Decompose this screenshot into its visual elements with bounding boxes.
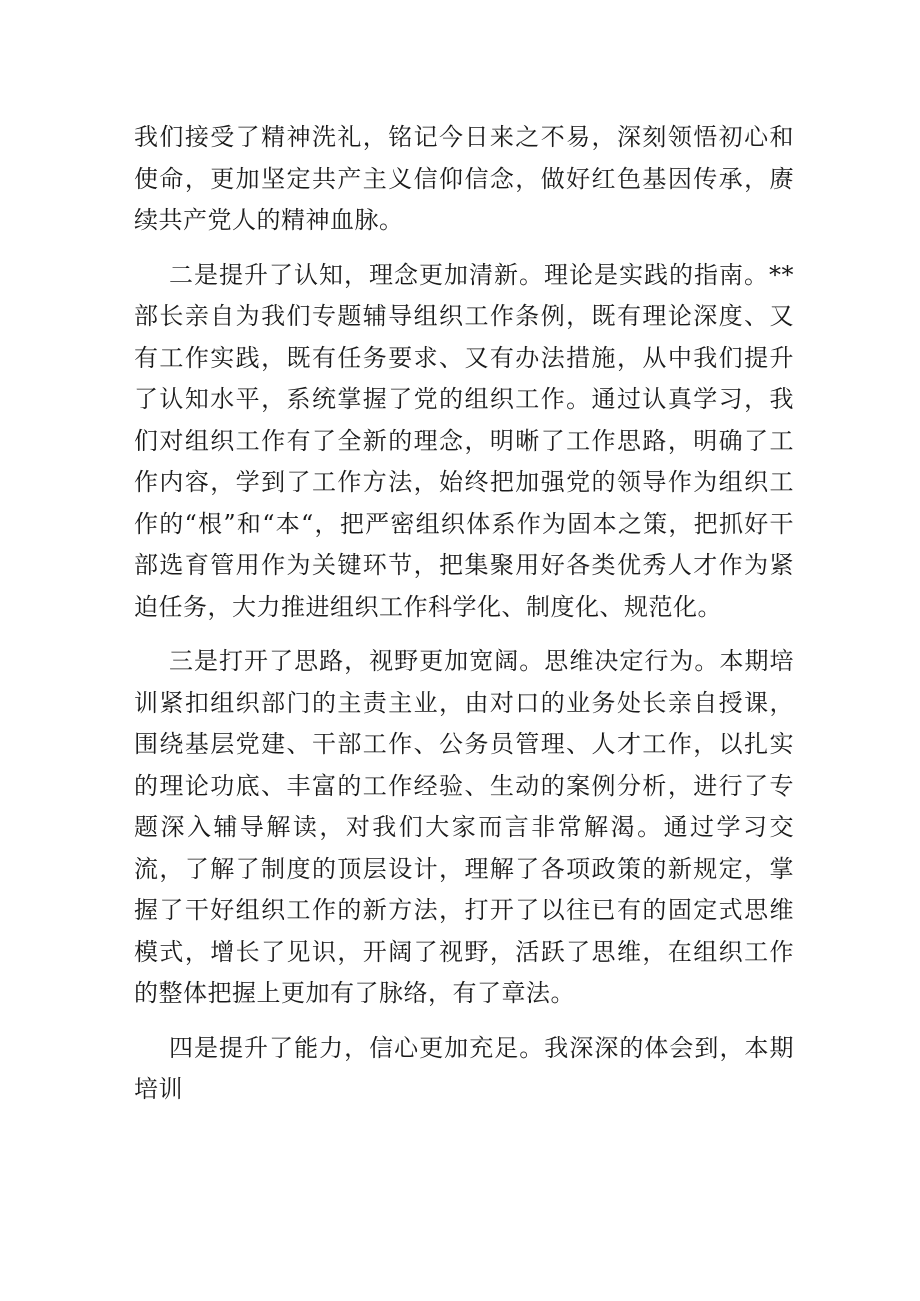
paragraph-point-four: 四是提升了能力，信心更加充足。我深深的体会到，本期培训 <box>134 1033 794 1103</box>
paragraph-continuation: 我们接受了精神洗礼，铭记今日来之不易，深刻领悟初心和使命，更加坚定共产主义信仰信念，做好红色基因传承，赓续共产党人的精神血脉。 <box>134 123 794 234</box>
paragraph-point-two: 二是提升了认知，理念更加清新。理论是实践的指南。**部长亲自为我们专题辅导组织工作条例，既有理论深度、又有工作实践，既有任务要求、又有办法措施，从中我们提升了认知水平，系统掌握了党的组织工作。通过认真学习，我们对组织工作有了全新的理念，明晰了工作思路，明确了工作内容，学到了工作方法，始终把加强党的领导作为组织工作的“根”和“本“，把严密组织体系作为固本之策，把抓好干部选育管用作为关键环节，把集聚用好各类优秀人才作为紧迫任务，大力推进组织工作科学化、制度化、规范化。 <box>134 260 794 621</box>
paragraph-point-three: 三是打开了思路，视野更加宽阔。思维决定行为。本期培训紧扣组织部门的主责主业，由对口的业务处长亲自授课，围绕基层党建、干部工作、公务员管理、人才工作，以扎实的理论功底、丰富的工作经验、生动的案例分析，进行了专题深入辅导解读，对我们大家而言非常解渴。通过学习交流，了解了制度的顶层设计，理解了各项政策的新规定，掌握了干好组织工作的新方法，打开了以往已有的固定式思维模式，增长了见识，开阔了视野，活跃了思维，在组织工作的整体把握上更加有了脉络，有了章法。 <box>134 647 794 1007</box>
document-body <box>134 117 794 1111</box>
